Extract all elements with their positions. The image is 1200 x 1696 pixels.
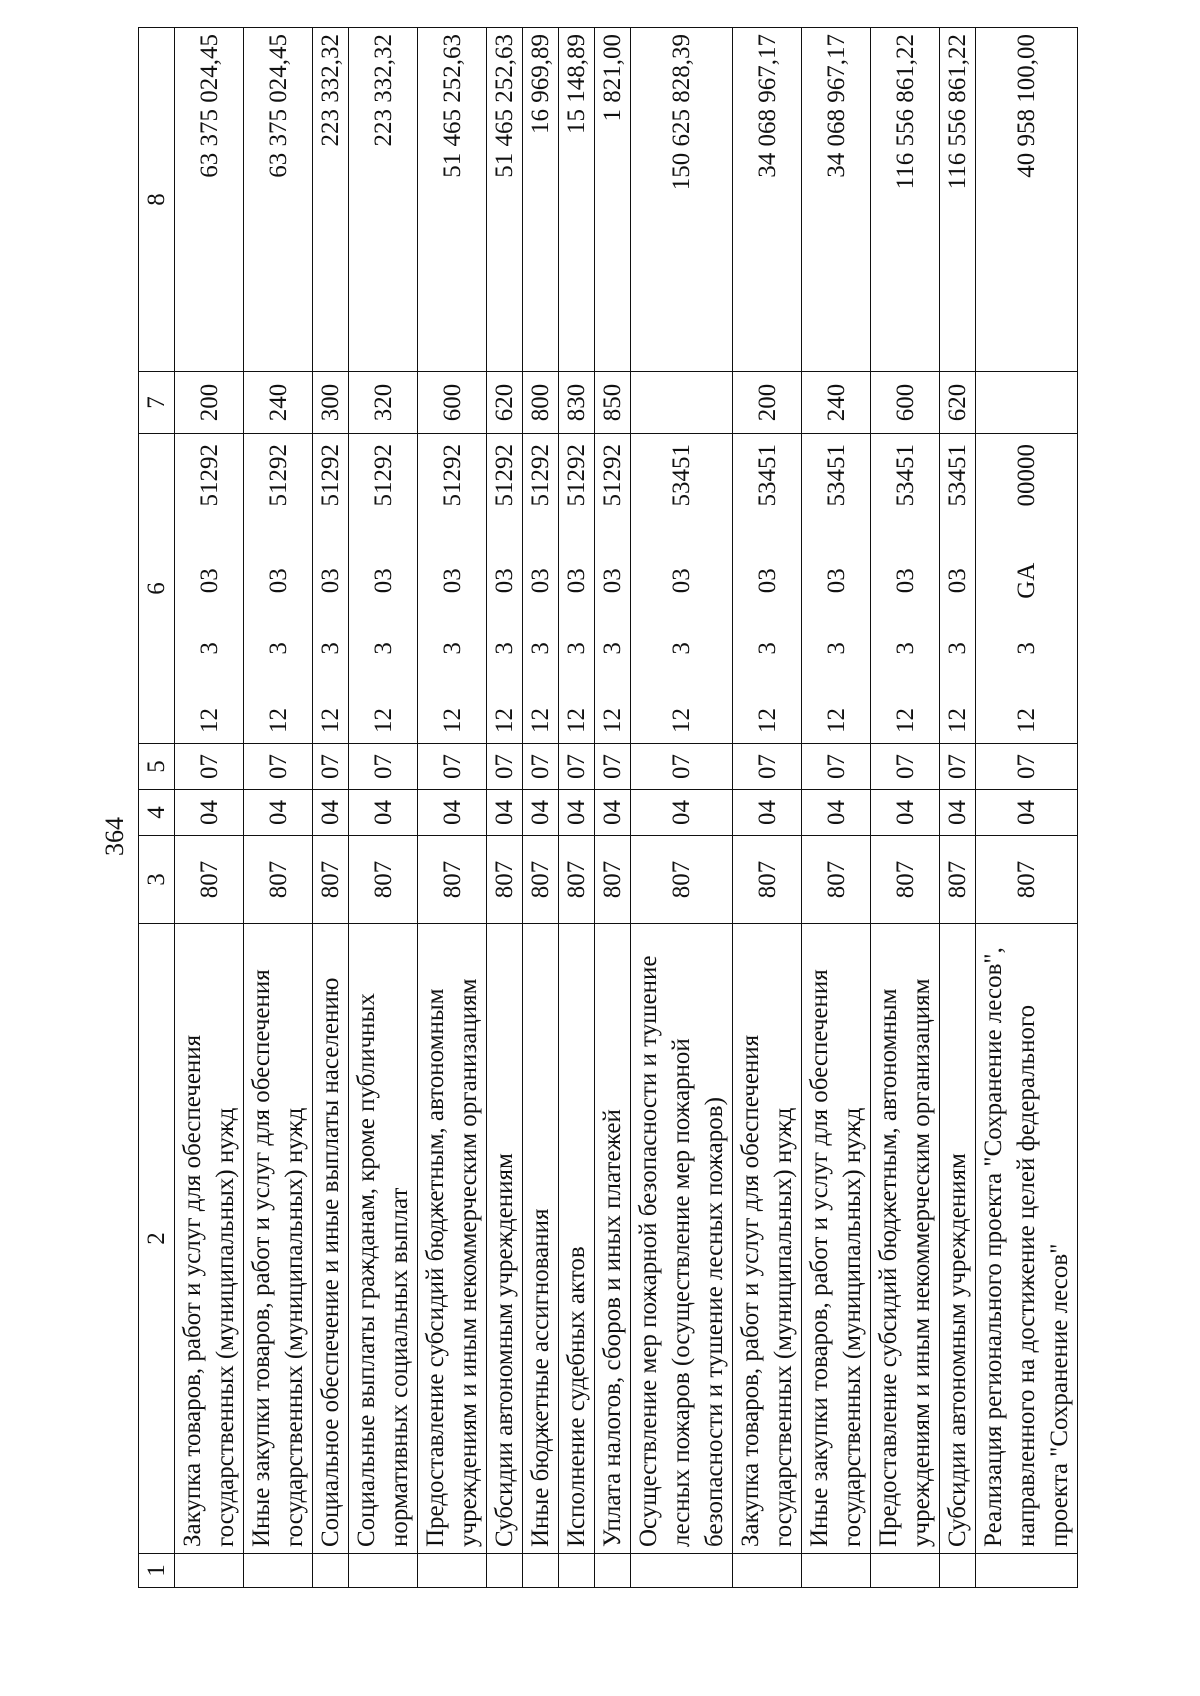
row-number-cell: [802, 1554, 871, 1588]
amount-cell: 51 465 252,63: [418, 28, 487, 372]
target-article-cell: [595, 434, 631, 744]
table-row: [802, 28, 871, 1588]
section-code-cell: 04: [418, 790, 487, 836]
target-program-code: 12: [563, 708, 590, 733]
subsection-code-cell: 07: [559, 744, 595, 790]
target-subprogram-code: 3: [1013, 642, 1040, 655]
ministry-code-cell: 807: [244, 836, 313, 924]
subsection-code-cell: 07: [418, 744, 487, 790]
row-number-cell: [871, 1554, 940, 1588]
amount-cell: 40 958 100,00: [976, 28, 1078, 372]
amount-cell: 16 969,89: [523, 28, 559, 372]
row-name-cell: Иные бюджетные ассигнования: [523, 924, 559, 1554]
ministry-code-cell: 807: [871, 836, 940, 924]
target-program-code: 12: [369, 708, 397, 733]
target-direction-code: 00000: [1013, 444, 1040, 507]
expense-type-cell: 600: [418, 372, 487, 434]
target-program-code: 12: [822, 708, 850, 733]
row-name-cell: Осуществление мер пожарной безопасности и тушение лесных пожаров (осуществление мер пожарной безопасности и тушение лесных пожаров): [631, 924, 733, 1554]
expense-type-cell: 830: [559, 372, 595, 434]
header-col-4: 4: [139, 790, 175, 836]
target-direction-code: 51292: [317, 444, 344, 507]
section-code-cell: 04: [802, 790, 871, 836]
expense-type-cell: 240: [802, 372, 871, 434]
amount-cell: 34 068 967,17: [733, 28, 802, 372]
target-program-code: 12: [195, 708, 223, 733]
target-direction-code: 51292: [527, 444, 554, 507]
target-program-code: 12: [599, 708, 626, 733]
target-direction-code: 51292: [438, 444, 466, 507]
row-name-cell: Закупка товаров, работ и услуг для обеспечения государственных (муниципальных) нужд: [733, 924, 802, 1554]
target-article-cell: [976, 434, 1078, 744]
amount-cell: 116 556 861,22: [871, 28, 940, 372]
ministry-code-cell: 807: [313, 836, 349, 924]
target-program-code: 12: [753, 708, 781, 733]
subsection-code-cell: 07: [523, 744, 559, 790]
amount-cell: 15 148,89: [559, 28, 595, 372]
row-name-cell: Иные закупки товаров, работ и услуг для обеспечения государственных (муниципальных) нужд: [244, 924, 313, 1554]
expense-type-cell: 620: [940, 372, 976, 434]
ministry-code-cell: 807: [940, 836, 976, 924]
target-event-code: 03: [753, 568, 781, 594]
ministry-code-cell: 807: [349, 836, 418, 924]
row-name-cell: Реализация регионального проекта "Сохранение лесов", направленного на достижение целей федерального проекта "Сохранение лесов": [976, 924, 1078, 1554]
row-number-cell: [487, 1554, 523, 1588]
row-name-cell: Уплата налогов, сборов и иных платежей: [595, 924, 631, 1554]
row-name-cell: Субсидии автономным учреждениям: [940, 924, 976, 1554]
header-col-5: 5: [139, 744, 175, 790]
subsection-code-cell: 07: [487, 744, 523, 790]
row-name-cell: Иные закупки товаров, работ и услуг для обеспечения государственных (муниципальных) нужд: [802, 924, 871, 1554]
target-article-cell: [802, 434, 871, 744]
subsection-code-cell: 07: [175, 744, 244, 790]
amount-cell: 34 068 967,17: [802, 28, 871, 372]
header-col-7: 7: [139, 372, 175, 434]
subsection-code-cell: 07: [595, 744, 631, 790]
target-event-code: 03: [491, 568, 518, 594]
row-name-cell: Предоставление субсидий бюджетным, автономным учреждениям и иным некоммерческим организациям: [871, 924, 940, 1554]
target-direction-code: 51292: [369, 444, 397, 507]
subsection-code-cell: 07: [940, 744, 976, 790]
subsection-code-cell: 07: [313, 744, 349, 790]
expense-type-cell: [976, 372, 1078, 434]
target-article-cell: [349, 434, 418, 744]
target-subprogram-code: 3: [944, 642, 971, 655]
table-row: [313, 28, 349, 1588]
subsection-code-cell: 07: [976, 744, 1078, 790]
section-code-cell: 04: [631, 790, 733, 836]
row-number-cell: [631, 1554, 733, 1588]
expense-type-cell: 200: [733, 372, 802, 434]
expense-type-cell: 320: [349, 372, 418, 434]
table-row: [559, 28, 595, 1588]
row-number-cell: [595, 1554, 631, 1588]
row-name-cell: Социальные выплаты гражданам, кроме публичных нормативных социальных выплат: [349, 924, 418, 1554]
target-subprogram-code: 3: [822, 642, 850, 655]
target-subprogram-code: 3: [527, 642, 554, 655]
target-subprogram-code: 3: [491, 642, 518, 655]
target-event-code: 03: [264, 568, 292, 594]
target-event-code: 03: [195, 568, 223, 594]
target-article-cell: [523, 434, 559, 744]
target-program-code: 12: [491, 708, 518, 733]
target-direction-code: 53451: [944, 444, 971, 507]
subsection-code-cell: 07: [349, 744, 418, 790]
target-event-code: 03: [527, 568, 554, 594]
header-col-6: 6: [139, 434, 175, 744]
section-code-cell: 04: [595, 790, 631, 836]
target-subprogram-code: 3: [369, 642, 397, 655]
amount-cell: 116 556 861,22: [940, 28, 976, 372]
ministry-code-cell: 807: [175, 836, 244, 924]
expense-type-cell: 600: [871, 372, 940, 434]
target-program-code: 12: [264, 708, 292, 733]
target-direction-code: 53451: [753, 444, 781, 507]
target-direction-code: 51292: [195, 444, 223, 507]
expense-type-cell: [631, 372, 733, 434]
header-col-2: 2: [139, 924, 175, 1554]
ministry-code-cell: 807: [976, 836, 1078, 924]
target-article-cell: [418, 434, 487, 744]
section-code-cell: 04: [313, 790, 349, 836]
section-code-cell: 04: [871, 790, 940, 836]
page-number: 364: [100, 817, 129, 856]
subsection-code-cell: 07: [802, 744, 871, 790]
target-subprogram-code: 3: [599, 642, 626, 655]
target-event-code: 03: [369, 568, 397, 594]
amount-cell: 63 375 024,45: [244, 28, 313, 372]
row-name-cell: Предоставление субсидий бюджетным, автономным учреждениям и иным некоммерческим организациям: [418, 924, 487, 1554]
target-program-code: 12: [1013, 708, 1040, 733]
table-row: [940, 28, 976, 1588]
section-code-cell: 04: [559, 790, 595, 836]
target-program-code: 12: [891, 708, 919, 733]
target-event-code: 03: [668, 568, 695, 594]
ministry-code-cell: 807: [733, 836, 802, 924]
row-name-cell: Субсидии автономным учреждениям: [487, 924, 523, 1554]
target-article-cell: [559, 434, 595, 744]
table-row: [733, 28, 802, 1588]
ministry-code-cell: 807: [523, 836, 559, 924]
row-number-cell: [418, 1554, 487, 1588]
section-code-cell: 04: [244, 790, 313, 836]
row-number-cell: [940, 1554, 976, 1588]
target-direction-code: 53451: [822, 444, 850, 507]
target-article-cell: [313, 434, 349, 744]
ministry-code-cell: 807: [418, 836, 487, 924]
row-number-cell: [313, 1554, 349, 1588]
section-code-cell: 04: [523, 790, 559, 836]
target-article-cell: [487, 434, 523, 744]
ministry-code-cell: 807: [595, 836, 631, 924]
target-program-code: 12: [317, 708, 344, 733]
table-row: [523, 28, 559, 1588]
ministry-code-cell: 807: [487, 836, 523, 924]
target-subprogram-code: 3: [891, 642, 919, 655]
target-subprogram-code: 3: [264, 642, 292, 655]
subsection-code-cell: 07: [631, 744, 733, 790]
target-article-cell: [871, 434, 940, 744]
section-code-cell: 04: [940, 790, 976, 836]
row-name-cell: Социальное обеспечение и иные выплаты населению: [313, 924, 349, 1554]
table-row: [244, 28, 313, 1588]
table-row: [976, 28, 1078, 1588]
target-direction-code: 53451: [891, 444, 919, 507]
expense-type-cell: 850: [595, 372, 631, 434]
expense-type-cell: 800: [523, 372, 559, 434]
target-program-code: 12: [438, 708, 466, 733]
table-row: [418, 28, 487, 1588]
amount-cell: 223 332,32: [313, 28, 349, 372]
subsection-code-cell: 07: [871, 744, 940, 790]
header-col-3: 3: [139, 836, 175, 924]
subsection-code-cell: 07: [733, 744, 802, 790]
target-direction-code: 51292: [491, 444, 518, 507]
amount-cell: 1 821,00: [595, 28, 631, 372]
target-subprogram-code: 3: [438, 642, 466, 655]
row-name-cell: Закупка товаров, работ и услуг для обеспечения государственных (муниципальных) нужд: [175, 924, 244, 1554]
row-name-cell: Исполнение судебных актов: [559, 924, 595, 1554]
target-subprogram-code: 3: [563, 642, 590, 655]
target-event-code: 03: [944, 568, 971, 594]
table-body: [175, 28, 1078, 1588]
section-code-cell: 04: [976, 790, 1078, 836]
target-article-cell: [175, 434, 244, 744]
target-event-code: GA: [1013, 562, 1040, 599]
target-article-cell: [631, 434, 733, 744]
target-subprogram-code: 3: [753, 642, 781, 655]
table-row: [595, 28, 631, 1588]
target-direction-code: 53451: [668, 444, 695, 507]
target-subprogram-code: 3: [668, 642, 695, 655]
table-row: [175, 28, 244, 1588]
target-event-code: 03: [438, 568, 466, 594]
amount-cell: 63 375 024,45: [175, 28, 244, 372]
ministry-code-cell: 807: [802, 836, 871, 924]
target-direction-code: 51292: [563, 444, 590, 507]
amount-cell: 51 465 252,63: [487, 28, 523, 372]
row-number-cell: [733, 1554, 802, 1588]
target-event-code: 03: [563, 568, 590, 594]
section-code-cell: 04: [733, 790, 802, 836]
header-col-8: 8: [139, 28, 175, 372]
table-row: [631, 28, 733, 1588]
table-row: [871, 28, 940, 1588]
target-subprogram-code: 3: [195, 642, 223, 655]
target-article-cell: [244, 434, 313, 744]
amount-cell: 150 625 828,39: [631, 28, 733, 372]
header-row: [139, 28, 175, 1588]
target-article-cell: [733, 434, 802, 744]
expense-type-cell: 240: [244, 372, 313, 434]
row-number-cell: [559, 1554, 595, 1588]
row-number-cell: [976, 1554, 1078, 1588]
expense-type-cell: 620: [487, 372, 523, 434]
target-event-code: 03: [891, 568, 919, 594]
target-direction-code: 51292: [599, 444, 626, 507]
target-subprogram-code: 3: [317, 642, 344, 655]
target-article-cell: [940, 434, 976, 744]
budget-table: [138, 27, 1078, 1588]
target-direction-code: 51292: [264, 444, 292, 507]
section-code-cell: 04: [349, 790, 418, 836]
target-program-code: 12: [527, 708, 554, 733]
amount-cell: 223 332,32: [349, 28, 418, 372]
row-number-cell: [523, 1554, 559, 1588]
header-col-1: 1: [139, 1554, 175, 1588]
target-event-code: 03: [317, 568, 344, 594]
section-code-cell: 04: [175, 790, 244, 836]
subsection-code-cell: 07: [244, 744, 313, 790]
row-number-cell: [175, 1554, 244, 1588]
target-program-code: 12: [668, 708, 695, 733]
expense-type-cell: 200: [175, 372, 244, 434]
ministry-code-cell: 807: [559, 836, 595, 924]
section-code-cell: 04: [487, 790, 523, 836]
ministry-code-cell: 807: [631, 836, 733, 924]
target-program-code: 12: [944, 708, 971, 733]
table-row: [349, 28, 418, 1588]
target-event-code: 03: [599, 568, 626, 594]
target-event-code: 03: [822, 568, 850, 594]
row-number-cell: [349, 1554, 418, 1588]
expense-type-cell: 300: [313, 372, 349, 434]
row-number-cell: [244, 1554, 313, 1588]
table-row: [487, 28, 523, 1588]
